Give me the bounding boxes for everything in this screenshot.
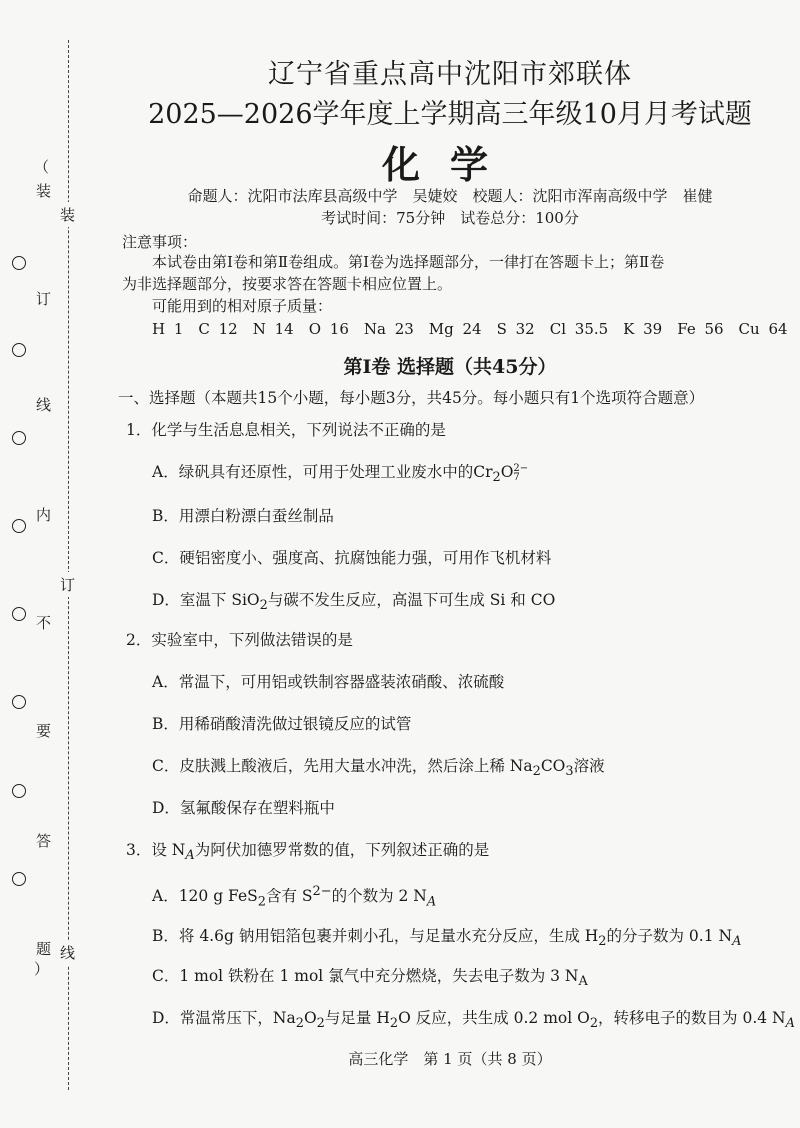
margin-char: ） (34, 960, 50, 978)
binding-dashed-line (68, 40, 69, 1090)
binding-hole-icon (12, 519, 26, 533)
formula-sub: A (185, 848, 195, 864)
option-text: D．室温下 SiO (152, 591, 260, 609)
option-text: 的个数为 2 N (331, 887, 427, 906)
option-text: B．将 4.6g 钠用铝箔包裹并刺小孔，与足量水充分反应，生成 H (152, 927, 599, 945)
question-text: 为阿伏加德罗常数的值，下列叙述正确的是 (194, 841, 490, 859)
question-text: 3．设 N (126, 841, 186, 859)
section-title: 第Ⅰ卷 选择题（共45分） (343, 356, 557, 378)
margin-char: 题 (36, 940, 52, 958)
formula-sub: A (578, 974, 588, 990)
formula-sub: 2 (295, 1016, 304, 1032)
inner-margin-char: 订 (60, 572, 75, 597)
binding-margin (0, 0, 100, 1128)
atomic-mass-list: H 1 C 12 N 14 O 16 Na 23 Mg 24 S 32 Cl 35.5 K 39 Fe 56 Cu 64 (152, 320, 788, 338)
inner-margin-char: 装 (60, 202, 75, 227)
binding-hole-icon (12, 343, 26, 357)
question-2-option-c (152, 756, 605, 782)
formula-part: CO (540, 757, 566, 775)
page-footer: 高三化学 第 1 页（共 8 页） (348, 1050, 552, 1068)
question-1-option-b: B．用漂白粉漂白蚕丝制品 (152, 507, 334, 525)
option-text: A．120 g FeS (152, 887, 258, 906)
formula-sub: 2 (316, 1016, 325, 1032)
option-text: 含有 S (265, 887, 313, 906)
formula-sub: 3 (565, 764, 574, 780)
formula-sub: 7 (513, 472, 520, 483)
question-1-stem: 1．化学与生活息息相关，下列说法不正确的是 (126, 421, 446, 439)
question-3-option-c (152, 966, 588, 992)
binding-hole-icon (12, 607, 26, 621)
margin-char: 答 (36, 832, 52, 850)
question-2-stem: 2．实验室中，下列做法错误的是 (126, 631, 353, 649)
formula-sub: 2 (598, 934, 607, 950)
notice-title: 注意事项： (122, 233, 198, 251)
subject-title: 化学 (381, 142, 518, 187)
formula-sub: A (785, 1016, 795, 1032)
question-3-option-b (152, 926, 741, 952)
margin-char: 要 (36, 722, 52, 740)
question-2-option-a: A．常温下，可用铝或铁制容器盛装浓硝酸、浓硫酸 (152, 673, 505, 691)
notice-line-1: 本试卷由第Ⅰ卷和第Ⅱ卷组成。第Ⅰ卷为选择题部分，一律打在答题卡上；第Ⅱ卷 (152, 253, 665, 271)
question-1-option-a (152, 462, 528, 488)
formula-sub: 2 (257, 894, 266, 910)
question-3-stem (126, 840, 489, 866)
formula-sup: 2− (513, 463, 529, 474)
option-text: 溶液 (573, 757, 605, 775)
option-text: 的分子数为 0.1 N (606, 927, 733, 945)
authors-line: 命题人：沈阳市法库县高级中学 吴婕姣 校题人：沈阳市浑南高级中学 崔健 (187, 187, 713, 205)
option-text: 与足量 H (324, 1009, 390, 1027)
margin-char: 装 (36, 182, 52, 200)
binding-hole-icon (12, 695, 26, 709)
formula-sub: A (426, 894, 437, 910)
option-text: O 反应，共生成 0.2 mol O (398, 1009, 590, 1027)
formula-sub: 2 (589, 1016, 599, 1032)
margin-char: 订 (36, 290, 52, 308)
binding-hole-icon (12, 431, 26, 445)
option-text: D．常温常压下，Na (152, 1009, 296, 1027)
exam-title: 2025—2026学年度上学期高三年级10月月考试题 (148, 99, 752, 130)
question-3-option-a (152, 882, 436, 912)
formula-part: O (500, 463, 514, 481)
exam-info: 考试时间：75分钟 试卷总分：100分 (321, 209, 579, 227)
inner-margin-char: 线 (60, 940, 75, 965)
option-text: 与碳不发生反应，高温下可生成 Si 和 CO (267, 591, 556, 609)
binding-hole-icon (12, 256, 26, 270)
question-1-option-c: C．硬铝密度小、强度高、抗腐蚀能力强，可用作飞机材料 (152, 549, 552, 567)
option-text: ，转移电子的数目为 0.4 N (598, 1009, 786, 1027)
mass-title: 可能用到的相对原子质量： (152, 297, 333, 315)
formula-sub: 2 (389, 1016, 399, 1032)
question-2-option-b: B．用稀硝酸清洗做过银镜反应的试管 (152, 715, 412, 733)
margin-char: 不 (36, 614, 52, 632)
binding-hole-icon (12, 784, 26, 798)
formula-sub: A (732, 934, 742, 950)
option-text: C．皮肤溅上酸液后，先用大量水冲洗，然后涂上稀 Na (152, 757, 533, 775)
binding-hole-icon (12, 872, 26, 886)
section-instruction: 一、选择题（本题共15个小题，每小题3分，共45分。每小题只有1个选项符合题意） (118, 389, 705, 407)
question-3-option-d (152, 1008, 795, 1034)
formula-part: Cr (473, 463, 493, 481)
option-text: A．绿矾具有还原性，可用于处理工业废水中的 (152, 463, 474, 481)
formula-part: O (303, 1009, 317, 1027)
formula-sub: 2 (532, 764, 541, 780)
formula-sup: 2− (312, 884, 332, 899)
option-text: C．1 mol 铁粉在 1 mol 氯气中充分燃烧，失去电子数为 3 N (152, 967, 579, 985)
question-2-option-d: D．氢氟酸保存在塑料瓶中 (152, 799, 335, 817)
school-title: 辽宁省重点高中沈阳市郊联体 (268, 59, 632, 90)
formula-sub: 2 (492, 470, 501, 486)
margin-char: 内 (36, 506, 52, 524)
question-1-option-d (152, 590, 555, 616)
margin-char: 线 (36, 396, 52, 414)
formula-sub: 2 (259, 598, 268, 614)
notice-line-2: 为非选择题部分，按要求答在答题卡相应位置上。 (122, 275, 453, 293)
margin-char: （ (34, 158, 50, 176)
